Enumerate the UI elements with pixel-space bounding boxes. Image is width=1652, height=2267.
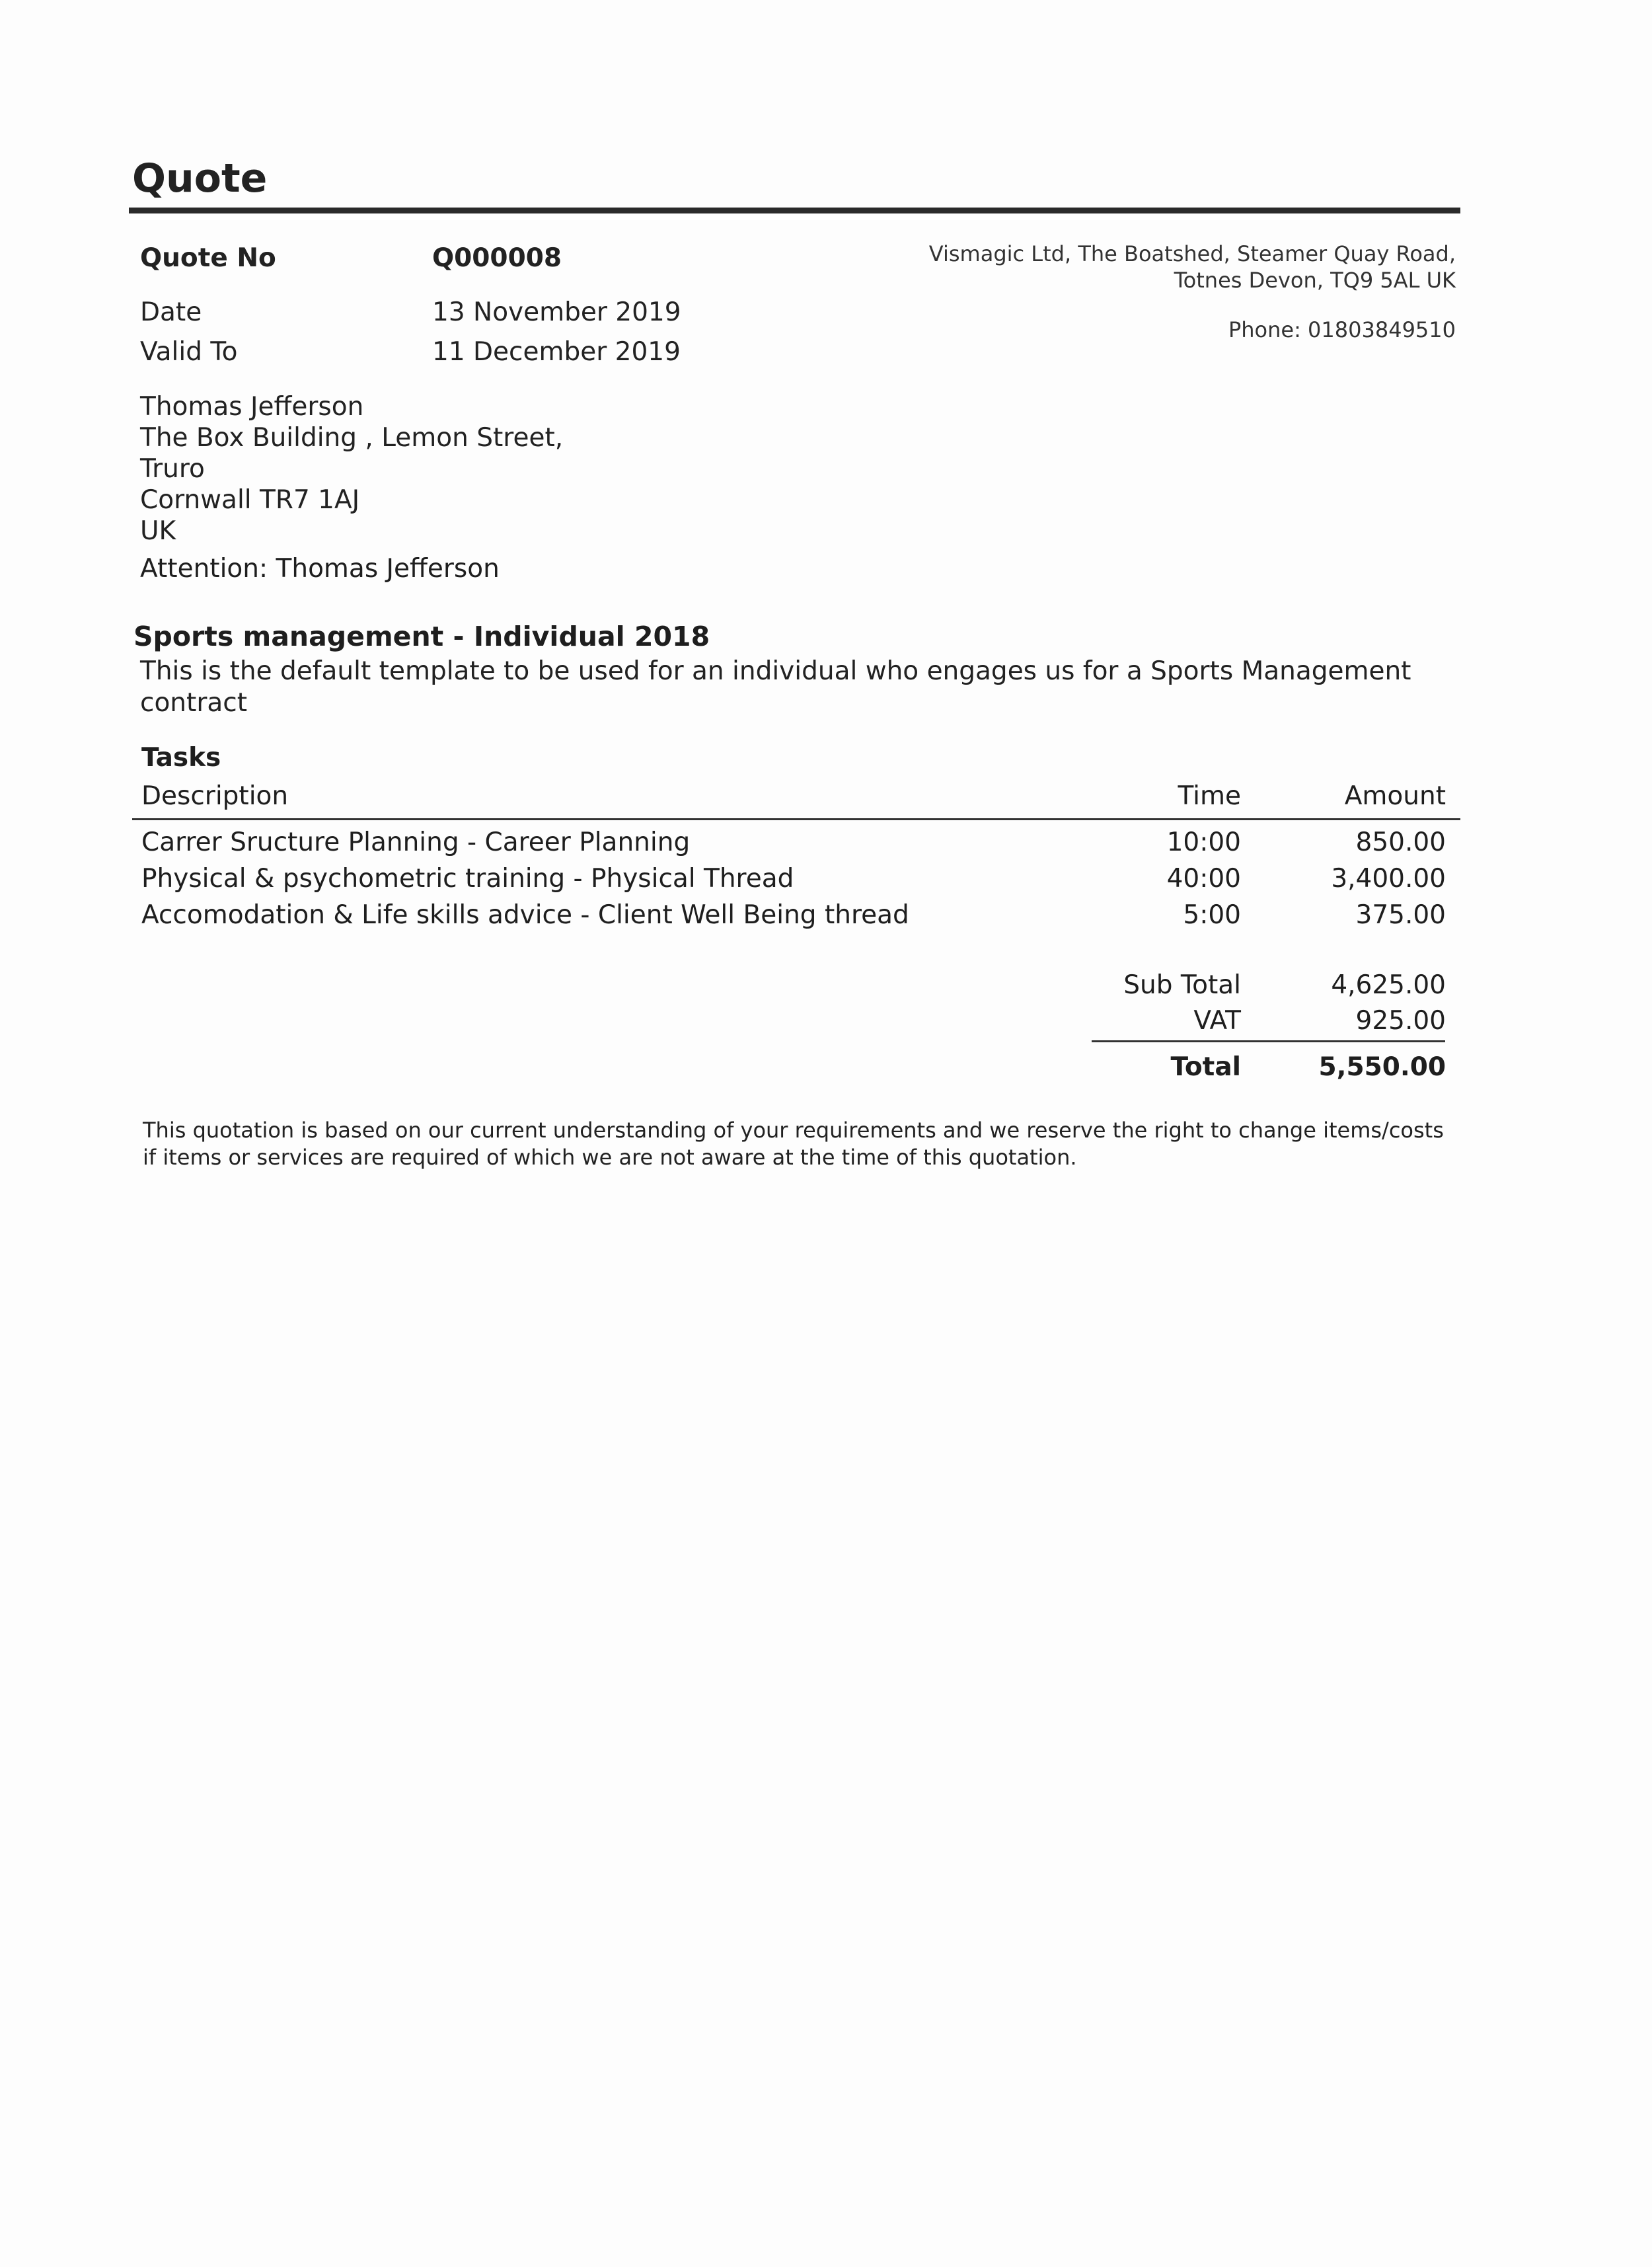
task-time: 5:00 — [1183, 900, 1241, 930]
company-address-line1: Vismagic Ltd, The Boatshed, Steamer Quay Road, — [928, 241, 1456, 266]
table-row — [0, 827, 1652, 865]
disclaimer-line1: This quotation is based on our current understanding of your requirements and we reserve the right to change items/costs — [143, 1118, 1444, 1143]
task-description: Physical & psychometric training - Physical Thread — [141, 864, 794, 894]
disclaimer — [143, 1117, 1464, 1171]
date-label: Date — [140, 297, 202, 327]
quote-no-label: Quote No — [140, 243, 276, 273]
column-header-time: Time — [1178, 781, 1241, 811]
date-value: 13 November 2019 — [432, 297, 681, 327]
task-amount: 850.00 — [1355, 827, 1446, 857]
task-amount: 375.00 — [1355, 900, 1446, 930]
quote-no-value: Q000008 — [432, 243, 562, 273]
column-header-description: Description — [141, 781, 289, 811]
section-description: This is the default template to be used for an individual who engages us for a Sports Management contract — [140, 656, 1411, 718]
company-phone: Phone: 01803849510 — [1228, 317, 1456, 342]
tasks-title: Tasks — [141, 743, 221, 773]
vat-value: 925.00 — [1355, 1006, 1446, 1036]
title-divider — [129, 208, 1460, 213]
task-description: Carrer Sructure Planning - Career Planning — [141, 827, 691, 857]
client-name: Thomas Jefferson — [140, 392, 364, 422]
task-amount: 3,400.00 — [1331, 864, 1446, 894]
client-street: The Box Building , Lemon Street, — [140, 423, 564, 453]
total-value: 5,550.00 — [1318, 1052, 1446, 1082]
document-title: Quote — [132, 155, 268, 202]
task-description: Accomodation & Life skills advice - Client Well Being thread — [141, 900, 909, 930]
vat-label: VAT — [1193, 1006, 1241, 1036]
disclaimer-line2: if items or services are required of which we are not aware at the time of this quotation. — [143, 1145, 1077, 1170]
subtotal-value: 4,625.00 — [1331, 970, 1446, 1000]
client-city: Truro — [140, 454, 205, 484]
task-time: 10:00 — [1166, 827, 1241, 857]
company-address — [929, 241, 1456, 293]
valid-to-value: 11 December 2019 — [432, 337, 681, 367]
client-attention: Attention: Thomas Jefferson — [140, 554, 500, 584]
section-title: Sports management - Individual 2018 — [133, 621, 710, 652]
client-county-postcode: Cornwall TR7 1AJ — [140, 485, 360, 515]
client-address — [140, 391, 563, 547]
task-time: 40:00 — [1166, 864, 1241, 894]
subtotal-label: Sub Total — [1123, 970, 1241, 1000]
table-header-divider — [132, 818, 1460, 820]
company-address-line2: Totnes Devon, TQ9 5AL UK — [1174, 268, 1456, 293]
totals-divider — [1092, 1040, 1445, 1042]
table-row — [0, 864, 1652, 901]
valid-to-label: Valid To — [140, 337, 238, 367]
client-country: UK — [140, 516, 176, 546]
total-label: Total — [1170, 1052, 1241, 1082]
column-header-amount: Amount — [1344, 781, 1446, 811]
table-row — [0, 900, 1652, 937]
